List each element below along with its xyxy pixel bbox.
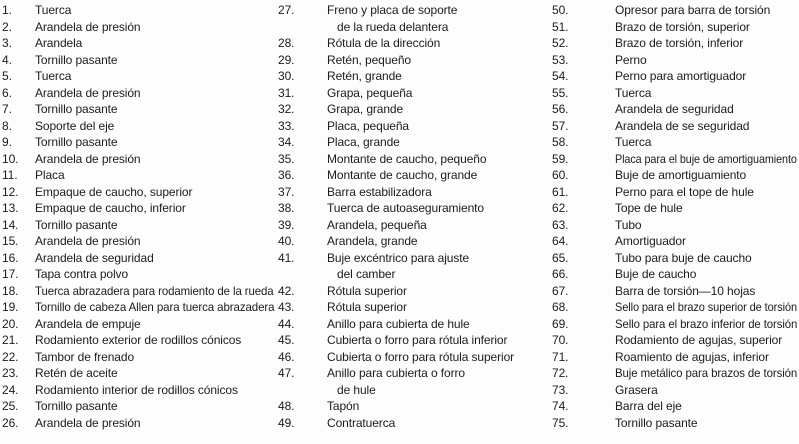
- part-description: Tornillo de cabeza Allen para tuerca abrazadera: [35, 300, 275, 314]
- parts-list-item: [278, 332, 518, 349]
- part-description: Tuerca: [615, 135, 652, 149]
- part-number: 17.: [2, 267, 19, 281]
- part-number: 66.: [552, 267, 569, 281]
- part-description: Tuerca: [35, 3, 72, 17]
- parts-list-item: [2, 332, 274, 349]
- parts-list-item: [278, 68, 518, 85]
- parts-list-item: [552, 19, 797, 36]
- parts-list-item: [2, 382, 274, 399]
- part-number: 38.: [278, 201, 295, 215]
- part-description: Retén, grande: [327, 69, 402, 83]
- part-number: 71.: [552, 349, 569, 364]
- part-description: Placa, grande: [327, 135, 400, 149]
- part-description: Montante de caucho, pequeño: [327, 151, 487, 166]
- parts-list-item: [278, 349, 518, 366]
- part-description: Placa: [35, 168, 65, 182]
- part-number: 72.: [552, 366, 569, 380]
- parts-list-item: [552, 233, 797, 250]
- parts-column-1: [2, 2, 274, 431]
- parts-column-2: [278, 2, 518, 431]
- part-description: Arandela de seguridad: [35, 250, 154, 265]
- part-number: 19.: [2, 300, 19, 314]
- part-number: 33.: [278, 118, 295, 133]
- part-number: 18.: [2, 283, 19, 298]
- parts-column-3: [552, 2, 797, 431]
- parts-list-item: [278, 167, 518, 184]
- part-description: Arandela de se seguridad: [615, 118, 750, 133]
- parts-list-item: [278, 283, 518, 300]
- part-number: 10.: [2, 151, 19, 166]
- part-description: Roamiento de agujas, inferior: [615, 349, 769, 364]
- part-number: 13.: [2, 201, 19, 215]
- parts-list-item: [552, 85, 797, 102]
- part-description: Brazo de torsión, inferior: [615, 36, 744, 50]
- part-description: Grapa, pequeña: [327, 85, 413, 100]
- parts-list-item: [552, 167, 797, 184]
- part-description: de hule: [337, 382, 376, 397]
- part-number: 1.: [2, 3, 12, 17]
- part-number: 26.: [2, 415, 19, 430]
- part-description: Anillo para cubierta de hule: [327, 316, 470, 331]
- part-description: Empaque de caucho, superior: [35, 184, 193, 199]
- part-number: 44.: [278, 316, 295, 331]
- parts-list-item: [2, 266, 274, 283]
- part-number: 24.: [2, 382, 19, 397]
- part-description: Arandela de presión: [35, 85, 141, 100]
- part-number: 35.: [278, 151, 295, 166]
- part-description: Grasera: [615, 382, 658, 397]
- part-number: 55.: [552, 85, 569, 100]
- part-number: 15.: [2, 234, 19, 248]
- part-number: 43.: [278, 300, 295, 314]
- part-description: Tornillo pasante: [35, 52, 118, 67]
- parts-list-item: [2, 151, 274, 168]
- part-number: 27.: [278, 3, 295, 17]
- parts-list-item: [2, 85, 274, 102]
- part-number: 3.: [2, 36, 12, 50]
- parts-list-item: [552, 118, 797, 135]
- parts-list-item: [278, 217, 518, 234]
- parts-list-item: [278, 398, 518, 415]
- parts-list-item: [2, 200, 274, 217]
- part-number: 12.: [2, 184, 19, 199]
- part-description: Tope de hule: [615, 201, 683, 215]
- part-description: Rótula superior: [327, 283, 407, 298]
- part-description: Tubo: [615, 217, 642, 232]
- parts-list-item: [278, 134, 518, 151]
- parts-list-item: [552, 283, 797, 300]
- parts-list-item: [2, 233, 274, 250]
- part-number: 23.: [2, 366, 19, 380]
- parts-list-item: [2, 184, 274, 201]
- part-number: 61.: [552, 184, 569, 199]
- parts-list-item: [2, 398, 274, 415]
- parts-list-item: [552, 101, 797, 118]
- part-description: Grapa, grande: [327, 102, 404, 116]
- part-description: Cubierta o forro para rótula inferior: [327, 333, 508, 347]
- part-number: 73.: [552, 382, 569, 397]
- parts-list-item: [2, 52, 274, 69]
- part-description: Tuerca de autoaseguramiento: [327, 201, 484, 215]
- part-number: 7.: [2, 102, 12, 116]
- part-description: Perno para el tope de hule: [615, 184, 754, 199]
- part-description: Arandela de presión: [35, 151, 141, 166]
- part-number: 4.: [2, 52, 12, 67]
- parts-list-item: [2, 349, 274, 366]
- part-description: Arandela de presión: [35, 415, 141, 430]
- part-number: 65.: [552, 250, 569, 265]
- parts-list-item: [278, 365, 518, 382]
- part-number: 60.: [552, 168, 569, 182]
- parts-list-item: [278, 101, 518, 118]
- part-number: 37.: [278, 184, 295, 199]
- part-description: de la rueda delantera: [337, 19, 449, 34]
- part-number: 36.: [278, 168, 295, 182]
- part-number: 41.: [278, 250, 295, 265]
- parts-list-item: [2, 217, 274, 234]
- part-description: Buje metálico para brazos de torsión: [615, 366, 798, 380]
- parts-list-item: [2, 101, 274, 118]
- part-number: 56.: [552, 102, 569, 116]
- part-description: Arandela de seguridad: [615, 102, 734, 116]
- parts-list-item: [552, 398, 797, 415]
- parts-list-item: [552, 415, 797, 432]
- part-number: 53.: [552, 52, 569, 67]
- parts-list-item: [552, 184, 797, 201]
- parts-list-item: [2, 167, 274, 184]
- parts-list-item: [278, 200, 518, 217]
- part-description: Tuerca: [615, 85, 652, 100]
- part-number: 51.: [552, 19, 569, 34]
- parts-list-item: [2, 299, 274, 316]
- part-description: Rodamiento interior de rodillos cónicos: [35, 382, 238, 397]
- part-number: 69.: [552, 316, 569, 331]
- parts-list-item: [278, 233, 518, 250]
- part-number: 34.: [278, 135, 295, 149]
- part-number: 5.: [2, 69, 12, 83]
- parts-list-item: [278, 184, 518, 201]
- part-description: Tornillo pasante: [35, 135, 118, 149]
- parts-list-item: [2, 68, 274, 85]
- part-number: 75.: [552, 415, 569, 430]
- parts-list-item: [2, 2, 274, 19]
- part-number: 39.: [278, 217, 295, 232]
- part-description: Arandela, grande: [327, 234, 418, 248]
- part-description: Tubo para buje de caucho: [615, 250, 752, 265]
- part-description: Soporte del eje: [35, 118, 115, 133]
- part-description: Sello para el brazo inferior de torsión: [615, 316, 798, 331]
- parts-list-item: [2, 134, 274, 151]
- part-description: Arandela, pequeña: [327, 217, 427, 232]
- part-description: Tuerca: [35, 69, 72, 83]
- part-description: Arandela: [35, 36, 83, 50]
- parts-list-item: [552, 2, 797, 19]
- part-number: 62.: [552, 201, 569, 215]
- part-number: 14.: [2, 217, 19, 232]
- part-description: Contratuerca: [327, 415, 396, 430]
- part-description: Tapón: [327, 399, 360, 413]
- part-number: 20.: [2, 316, 19, 331]
- part-description: Rótula de la dirección: [327, 36, 441, 50]
- parts-list-item: [278, 118, 518, 135]
- parts-list-item: [278, 35, 518, 52]
- part-number: 59.: [552, 151, 569, 166]
- parts-list-item: [552, 299, 797, 316]
- parts-list-item: [552, 250, 797, 267]
- part-description: Arandela de presión: [35, 19, 141, 34]
- part-number: 31.: [278, 85, 295, 100]
- parts-list-item: [552, 68, 797, 85]
- part-description: Retén, pequeño: [327, 52, 412, 67]
- parts-list-item: [552, 316, 797, 333]
- part-description: Tapa contra polvo: [35, 267, 129, 281]
- parts-list-item: [2, 250, 274, 267]
- parts-list-item: [2, 415, 274, 432]
- part-description: Buje de caucho: [615, 267, 697, 281]
- part-description: Barra de torsión—10 hojas: [615, 283, 756, 298]
- parts-list-item: [2, 118, 274, 135]
- parts-list-item: [278, 382, 518, 399]
- parts-list-item: [552, 52, 797, 69]
- part-description: del camber: [337, 267, 396, 281]
- part-number: 29.: [278, 52, 295, 67]
- part-number: 57.: [552, 118, 569, 133]
- part-number: 42.: [278, 283, 295, 298]
- part-description: Rodamiento exterior de rodillos cónicos: [35, 333, 242, 347]
- part-number: 6.: [2, 85, 12, 100]
- parts-list-item: [552, 151, 797, 168]
- parts-list-item: [278, 19, 518, 36]
- part-description: Tornillo pasante: [615, 415, 698, 430]
- part-number: 22.: [2, 349, 19, 364]
- part-description: Cubierta o forro para rótula superior: [327, 349, 515, 364]
- part-description: Retén de aceite: [35, 366, 118, 380]
- part-number: 8.: [2, 118, 12, 133]
- part-description: Tornillo pasante: [35, 399, 118, 413]
- part-number: 68.: [552, 300, 569, 314]
- parts-list-item: [552, 134, 797, 151]
- part-description: Tuerca abrazadera para rodamiento de la rueda: [35, 283, 274, 298]
- part-description: Tornillo pasante: [35, 217, 118, 232]
- part-description: Buje excéntrico para ajuste: [327, 250, 470, 265]
- part-number: 70.: [552, 333, 569, 347]
- part-description: Rodamiento de agujas, superior: [615, 333, 783, 347]
- part-number: 16.: [2, 250, 19, 265]
- part-number: 47.: [278, 366, 295, 380]
- part-description: Tornillo pasante: [35, 102, 118, 116]
- part-description: Placa, pequeña: [327, 118, 410, 133]
- parts-list-item: [2, 19, 274, 36]
- parts-list-item: [278, 52, 518, 69]
- parts-list-item: [552, 217, 797, 234]
- part-description: Freno y placa de soporte: [327, 3, 458, 17]
- part-number: 52.: [552, 36, 569, 50]
- part-number: 45.: [278, 333, 295, 347]
- part-number: 64.: [552, 234, 569, 248]
- part-number: 9.: [2, 135, 12, 149]
- parts-list-item: [552, 365, 797, 382]
- part-description: Empaque de caucho, inferior: [35, 201, 186, 215]
- part-number: 40.: [278, 234, 295, 248]
- parts-list-item: [278, 316, 518, 333]
- part-number: 48.: [278, 399, 295, 413]
- parts-list-item: [278, 415, 518, 432]
- parts-list-item: [552, 382, 797, 399]
- part-number: 32.: [278, 102, 295, 116]
- part-description: Tambor de frenado: [35, 349, 135, 364]
- parts-list-item: [278, 2, 518, 19]
- part-description: Arandela de presión: [35, 234, 141, 248]
- part-number: 30.: [278, 69, 295, 83]
- part-description: Barra estabilizadora: [327, 184, 432, 199]
- parts-list-item: [2, 316, 274, 333]
- parts-list-item: [552, 332, 797, 349]
- part-description: Perno para amortiguador: [615, 69, 747, 83]
- parts-list-item: [278, 85, 518, 102]
- part-description: Arandela de empuje: [35, 316, 141, 331]
- part-description: Perno: [615, 52, 647, 67]
- part-number: 28.: [278, 36, 295, 50]
- part-description: Placa para el buje de amortiguamiento: [615, 151, 797, 166]
- part-number: 25.: [2, 399, 19, 413]
- parts-list-item: [278, 250, 518, 267]
- part-number: 67.: [552, 283, 569, 298]
- part-description: Amortiguador: [615, 234, 686, 248]
- parts-list-item: [278, 299, 518, 316]
- parts-list-item: [278, 266, 518, 283]
- part-description: Barra del eje: [615, 399, 682, 413]
- parts-list-item: [552, 35, 797, 52]
- part-description: Montante de caucho, grande: [327, 168, 478, 182]
- part-number: 63.: [552, 217, 569, 232]
- part-description: Buje de amortiguamiento: [615, 168, 747, 182]
- part-description: Brazo de torsión, superior: [615, 19, 750, 34]
- part-number: 21.: [2, 333, 19, 347]
- part-description: Sello para el brazo superior de torsión: [615, 300, 797, 314]
- parts-list-item: [2, 35, 274, 52]
- part-description: Anillo para cubierta o forro: [327, 366, 465, 380]
- part-number: 49.: [278, 415, 295, 430]
- part-number: 2.: [2, 19, 12, 34]
- parts-list-item: [552, 349, 797, 366]
- part-number: 50.: [552, 3, 569, 17]
- part-number: 74.: [552, 399, 569, 413]
- part-number: 54.: [552, 69, 569, 83]
- parts-list-item: [2, 283, 274, 300]
- parts-list-item: [552, 266, 797, 283]
- part-number: 11.: [2, 168, 18, 182]
- parts-list-item: [2, 365, 274, 382]
- part-number: 58.: [552, 135, 569, 149]
- parts-list-item: [278, 151, 518, 168]
- part-description: Opresor para barra de torsión: [615, 3, 771, 17]
- parts-list-item: [552, 200, 797, 217]
- part-description: Rótula superior: [327, 300, 407, 314]
- part-number: 46.: [278, 349, 295, 364]
